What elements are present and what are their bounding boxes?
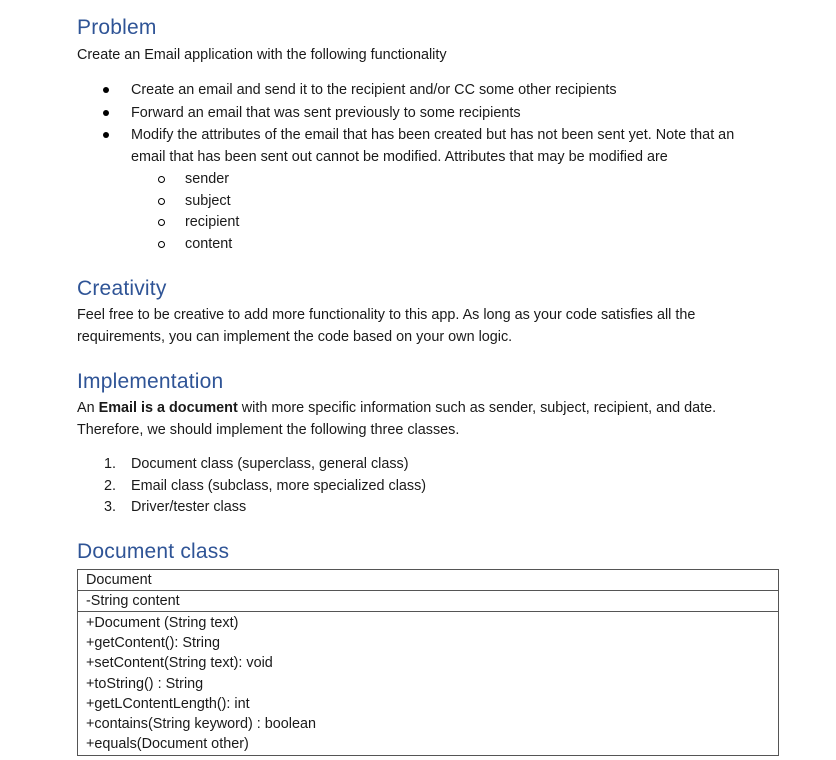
creativity-line-2: requirements, you can implement the code based on your own logic. [77, 329, 513, 345]
bullet-dot-icon [103, 110, 109, 116]
list-text: Document class (superclass, general class) [131, 456, 409, 472]
circle-bullet-icon [158, 176, 165, 183]
bullet-text: Create an email and send it to the recipient and/or CC some other recipients [131, 82, 617, 98]
creativity-line-1: Feel free to be creative to add more functionality to this app. As long as your code satisfies all the [77, 307, 696, 323]
uml-class-box [77, 569, 779, 756]
list-number: 2. [104, 478, 117, 494]
problem-intro: Create an Email application with the following functionality [77, 47, 447, 63]
uml-method: +getLContentLength(): int [86, 695, 250, 712]
uml-method: +equals(Document other) [86, 736, 249, 753]
implementation-prefix: An [77, 400, 99, 416]
implementation-bold: Email is a document [98, 400, 238, 416]
attribute-text: subject [185, 193, 231, 209]
problem-heading: Problem [77, 16, 157, 39]
attribute-text: recipient [185, 214, 240, 230]
uml-method: +Document (String text) [86, 615, 239, 631]
bullet-text: Forward an email that was sent previously to some recipients [131, 105, 521, 121]
uml-method: +toString() : String [86, 675, 204, 692]
uml-class-name: Document [78, 570, 778, 591]
list-text: Email class (subclass, more specialized class) [131, 478, 427, 494]
implementation-suffix: with more specific information such as sender, subject, recipient, and date. [237, 400, 717, 416]
uml-field: -String content [78, 591, 778, 612]
creativity-heading: Creativity [77, 277, 167, 300]
circle-bullet-icon [158, 219, 165, 226]
uml-method: +getContent(): String [86, 635, 220, 652]
attribute-text: sender [185, 171, 230, 187]
uml-method: +contains(String keyword) : boolean [86, 716, 316, 733]
bullet-text: Modify the attributes of the email that has been created but has not been sent yet. Note that an [131, 127, 735, 143]
uml-methods [78, 612, 778, 755]
bullet-dot-icon [103, 87, 109, 93]
uml-method: +setContent(String text): void [86, 655, 273, 672]
circle-bullet-icon [158, 198, 165, 205]
list-text: Driver/tester class [131, 499, 247, 515]
implementation-line-1 [77, 397, 777, 419]
document-class-heading: Document class [77, 540, 230, 563]
list-number: 3. [104, 499, 117, 515]
bullet-dot-icon [103, 132, 109, 138]
bullet-text: email that has been sent out cannot be modified. Attributes that may be modified are [131, 149, 668, 165]
implementation-heading: Implementation [77, 370, 224, 393]
circle-bullet-icon [158, 241, 165, 248]
attribute-text: content [185, 236, 233, 252]
list-number: 1. [104, 456, 117, 472]
implementation-line-2: Therefore, we should implement the following three classes. [77, 422, 460, 438]
